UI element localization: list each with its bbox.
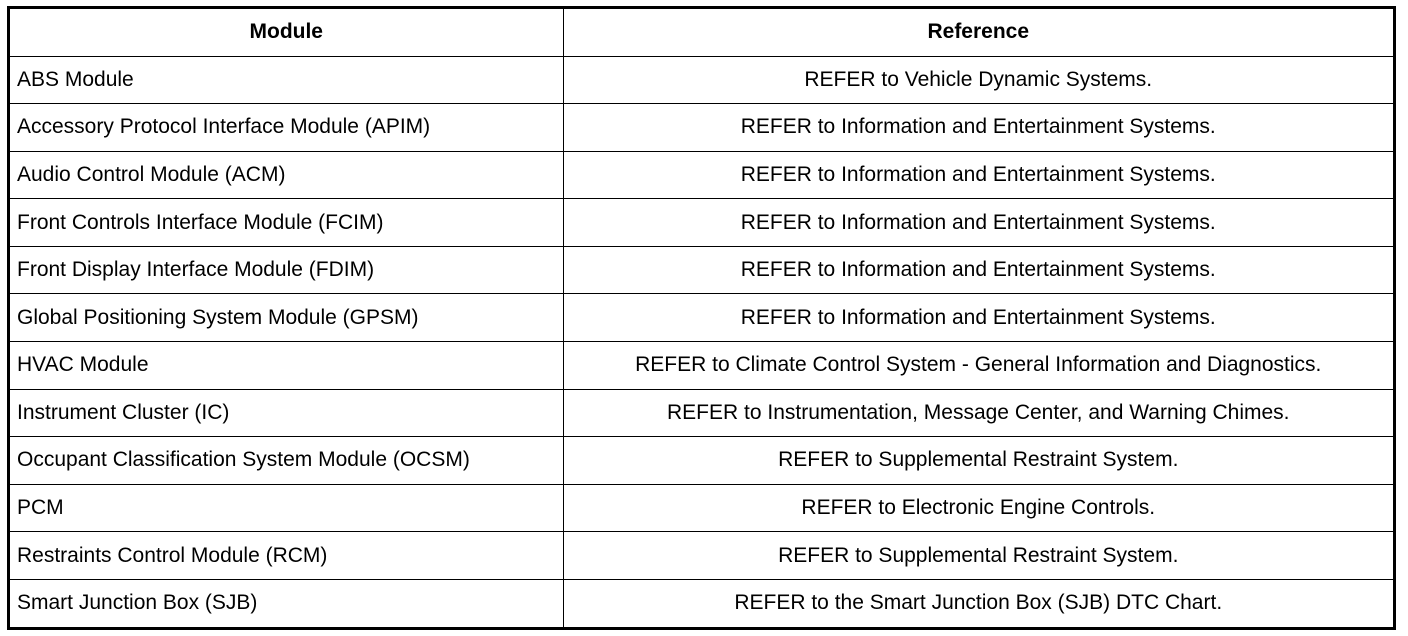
reference-cell: REFER to Information and Entertainment Systems.	[563, 246, 1393, 294]
reference-cell: REFER to Supplemental Restraint System.	[563, 532, 1393, 580]
table-row	[10, 104, 1393, 152]
reference-cell: REFER to Instrumentation, Message Center, and Warning Chimes.	[563, 389, 1393, 437]
table-row	[10, 294, 1393, 342]
module-cell: Occupant Classification System Module (OCSM)	[10, 437, 563, 485]
table-row	[10, 341, 1393, 389]
reference-cell: REFER to Supplemental Restraint System.	[563, 437, 1393, 485]
module-cell: Global Positioning System Module (GPSM)	[10, 294, 563, 342]
module-cell: Front Controls Interface Module (FCIM)	[10, 199, 563, 247]
module-cell: Restraints Control Module (RCM)	[10, 532, 563, 580]
module-cell: Audio Control Module (ACM)	[10, 151, 563, 199]
module-cell: ABS Module	[10, 56, 563, 104]
module-column-header: Module	[10, 9, 563, 56]
module-reference-table-frame	[7, 6, 1396, 630]
table-row	[10, 389, 1393, 437]
module-cell: Instrument Cluster (IC)	[10, 389, 563, 437]
module-cell: HVAC Module	[10, 341, 563, 389]
table-row	[10, 56, 1393, 104]
table-row	[10, 199, 1393, 247]
module-cell: PCM	[10, 484, 563, 532]
reference-cell: REFER to Electronic Engine Controls.	[563, 484, 1393, 532]
table-row	[10, 579, 1393, 627]
reference-column-header: Reference	[563, 9, 1393, 56]
table-row	[10, 151, 1393, 199]
table-row	[10, 246, 1393, 294]
reference-cell: REFER to the Smart Junction Box (SJB) DTC Chart.	[563, 579, 1393, 627]
module-cell: Front Display Interface Module (FDIM)	[10, 246, 563, 294]
reference-cell: REFER to Information and Entertainment Systems.	[563, 199, 1393, 247]
reference-cell: REFER to Vehicle Dynamic Systems.	[563, 56, 1393, 104]
reference-cell: REFER to Climate Control System - General Information and Diagnostics.	[563, 341, 1393, 389]
reference-cell: REFER to Information and Entertainment Systems.	[563, 104, 1393, 152]
module-cell: Smart Junction Box (SJB)	[10, 579, 563, 627]
module-cell: Accessory Protocol Interface Module (APIM)	[10, 104, 563, 152]
module-reference-table	[10, 9, 1393, 627]
reference-cell: REFER to Information and Entertainment Systems.	[563, 151, 1393, 199]
table-row	[10, 437, 1393, 485]
table-row	[10, 532, 1393, 580]
table-row	[10, 484, 1393, 532]
table-header-row	[10, 9, 1393, 56]
reference-cell: REFER to Information and Entertainment Systems.	[563, 294, 1393, 342]
